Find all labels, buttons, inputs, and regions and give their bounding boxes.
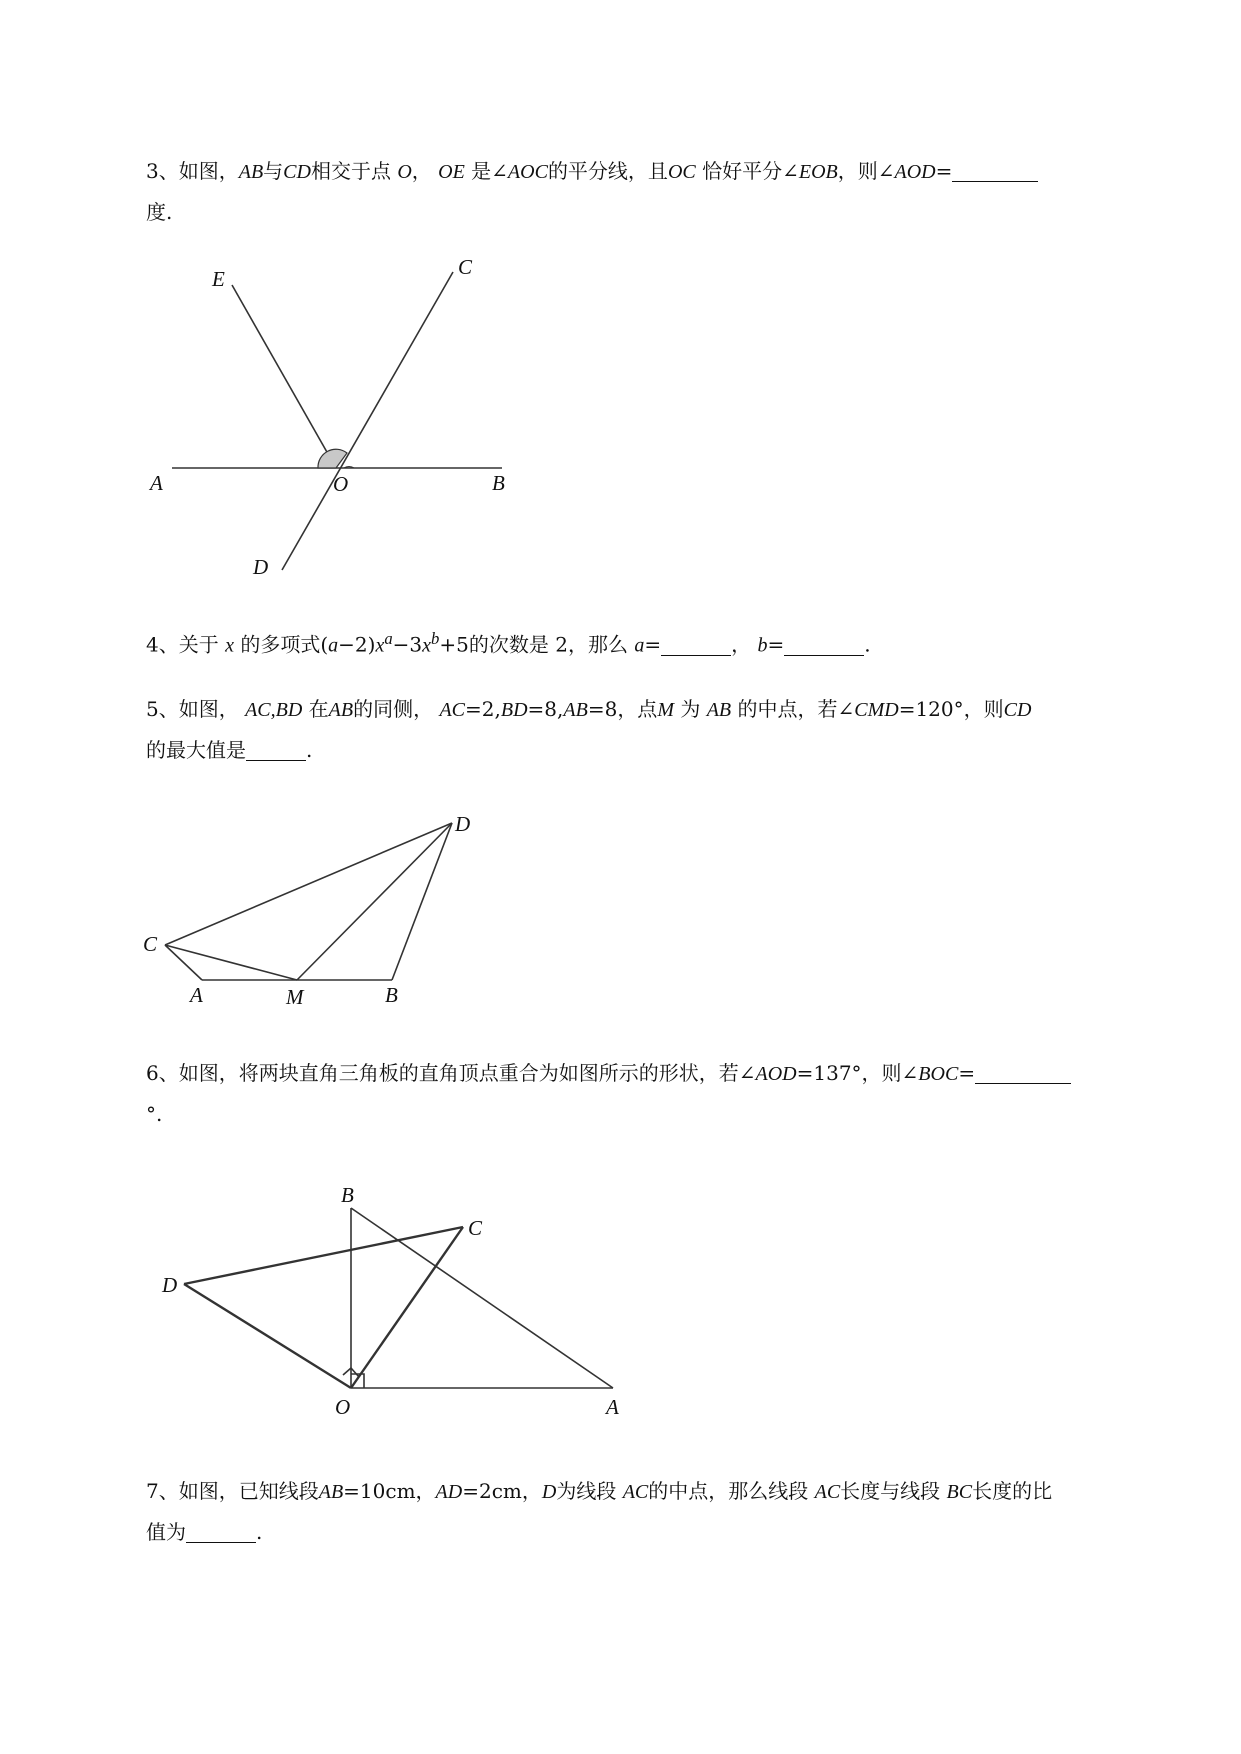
label-b: B — [385, 983, 398, 1007]
label-e: E — [212, 267, 225, 291]
label-a: A — [606, 1395, 619, 1419]
answer-blank[interactable] — [952, 159, 1038, 182]
label-d: D — [253, 555, 269, 579]
segment-do — [184, 1284, 351, 1388]
ray-oe — [232, 285, 336, 468]
q6-line-2: °. — [146, 1102, 163, 1126]
q5-line-2: 的最大值是 . — [146, 738, 313, 762]
q3-line-1: 3、如图，AB与CD相交于点 O， OE 是∠AOC的平分线，且OC 恰好平分∠EOB，则∠AOD= — [146, 151, 1156, 192]
q7-line-1: 7、如图，已知线段AB=10cm，AD=2cm，D为线段 AC的中点，那么线段 AC长度与线段 BC长度的比 — [146, 1479, 1053, 1503]
q5-line-1: 5、如图， AC,BD 在AB的同侧， AC=2,BD=8,AB=8，点M 为 AB 的中点，若∠CMD=120°，则CD — [146, 697, 1032, 721]
q3-line-2: 度. — [146, 200, 173, 224]
label-o: O — [333, 472, 349, 496]
question-3 — [146, 151, 1156, 232]
label-d: D — [455, 812, 471, 836]
label-m: M — [286, 985, 304, 1009]
answer-blank-b[interactable] — [784, 633, 864, 656]
label-c: C — [458, 255, 473, 279]
segment-co — [351, 1227, 463, 1388]
figure-angle-aoc — [140, 245, 540, 585]
question-6 — [146, 1053, 1156, 1134]
label-b: B — [492, 471, 505, 495]
q4-line-1: 4、关于 x 的多项式$(a-2)x^a-3x^b+5$的次数是 2，那么 a= ， b= . — [146, 629, 871, 657]
answer-blank[interactable] — [246, 738, 306, 761]
segment-md — [297, 823, 452, 980]
answer-blank[interactable] — [186, 1520, 256, 1543]
label-a: A — [150, 471, 163, 495]
figure-set-squares — [150, 1178, 630, 1448]
label-c: C — [468, 1216, 483, 1240]
segment-bd — [392, 823, 452, 980]
answer-blank[interactable] — [975, 1061, 1071, 1084]
answer-blank-a[interactable] — [661, 633, 731, 656]
q6-line-1: 6、如图，将两块直角三角板的直角顶点重合为如图所示的形状，若∠AOD=137°，则∠BOC= — [146, 1053, 1156, 1094]
segment-cm — [165, 945, 297, 980]
label-d: D — [162, 1273, 178, 1297]
label-b: B — [341, 1183, 354, 1207]
label-o: O — [335, 1395, 351, 1419]
q7-line-2: 值为 . — [146, 1520, 263, 1544]
segment-cd — [165, 823, 452, 945]
question-7 — [146, 1471, 1156, 1552]
label-c: C — [143, 932, 158, 956]
figure-cmd — [140, 805, 500, 1020]
label-a: A — [190, 983, 203, 1007]
question-4 — [146, 619, 1156, 666]
line-cd — [282, 272, 453, 570]
question-5 — [146, 689, 1156, 770]
